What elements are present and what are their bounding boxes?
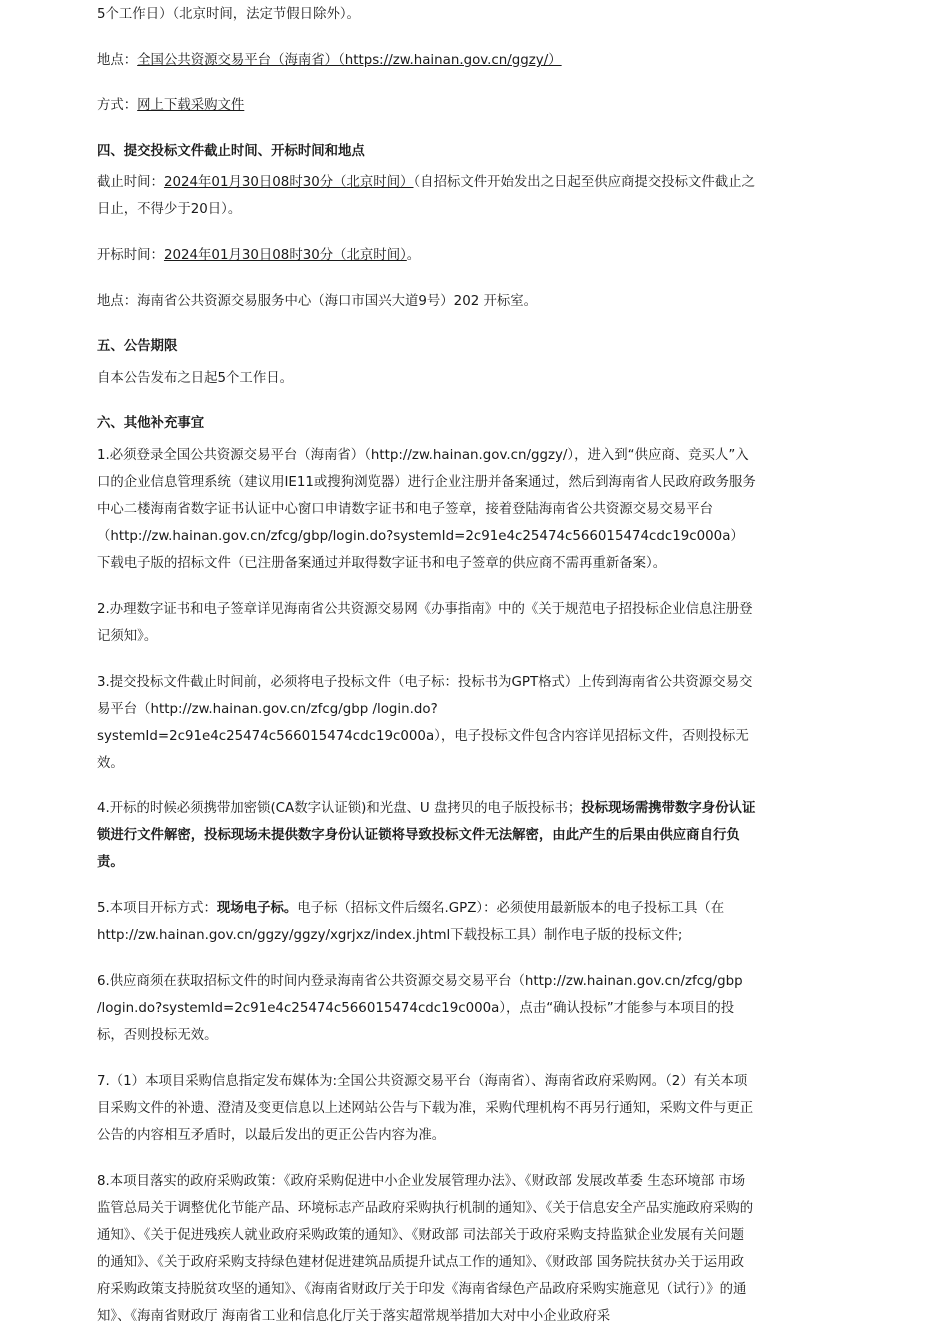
section6-heading: 六、其他补充事宜	[97, 416, 205, 431]
location-link[interactable]: 全国公共资源交易平台（海南省）（https://zw.hainan.gov.cn/ggzy/）	[137, 53, 562, 68]
open-time-value: 2024年01月30日08时30分（北京时间）	[163, 248, 407, 263]
supplement-item-2: 2.办理数字证书和电子签章详见海南省公共资源交易网《办事指南》中的《关于规范电子招投标企业信息注册登记须知》。	[97, 602, 753, 644]
open-place-line: 地点：海南省公共资源交易服务中心（海口市国兴大道9号）202 开标室。	[97, 294, 538, 309]
item4-bold-text: 投标现场需携带数字身份认证锁进行文件解密，投标现场未提供数字身份认证锁将导致投标文件无法解密，由此产生的后果由供应商自行负责。	[97, 801, 756, 870]
deadline-label: 截止时间：	[97, 175, 164, 190]
deadline-note: （自招标文件开始发出之日起至供应商提交投标文件截止之日止，不得少于20日）。	[97, 175, 755, 217]
open-time-line	[97, 242, 757, 269]
supplement-item-1: 1.必须登录全国公共资源交易平台（海南省）（http://zw.hainan.gov.cn/ggzy/），进入到“供应商、竞买人”入口的企业信息管理系统（建议用IE11或搜狗浏览器）进行企业注册并备案通过，然后到海南省人民政府政务服务中心二楼海南省数字证书认证中心窗口申请数字证书和电子签章，接着登陆海南省公共资源交易交易平台（http://zw.hainan.gov.cn/zfcg/gbp/login.do?systemId=2c91e4c25474c566015474cdc19c000a）下载电子版的招标文件（已注册备案通过并取得数字证书和电子签章的供应商不需再重新备案）。	[97, 448, 756, 571]
item5-bold: 现场电子标。	[216, 901, 298, 916]
item5-prefix: 5.本项目开标方式：	[97, 901, 217, 916]
location-label: 地点：	[97, 53, 138, 68]
open-time-suffix: 。	[406, 248, 421, 263]
supplement-item-3: 3.提交投标文件截止时间前，必须将电子投标文件（电子标：投标书为GPT格式）上传到海南省公共资源交易交易平台（http://zw.hainan.gov.cn/zfcg/gbp /login.do?systemId=2c91e4c25474c566015474cdc19c000a），电子投标文件包含内容详见招标文件，否则投标无效。	[97, 675, 753, 771]
open-time-label: 开标时间：	[97, 248, 164, 263]
deadline-value: 2024年01月30日08时30分（北京时间）	[163, 175, 414, 190]
supplement-item-7: 7.（1）本项目采购信息指定发布媒体为:全国公共资源交易平台（海南省）、海南省政府采购网。（2）有关本项目采购文件的补遗、澄清及变更信息以上述网站公告与下载为准，采购代理机构不再另行通知，采购文件与更正公告的内容相互矛盾时，以最后发出的更正公告内容为准。	[97, 1074, 754, 1143]
section4-heading: 四、提交投标文件截止时间、开标时间和地点	[97, 144, 365, 159]
section5-heading: 五、公告期限	[97, 339, 178, 354]
supplement-item-5	[97, 895, 757, 949]
item5-rest: 电子标（招标文件后缀名.GPZ）：必须使用最新版本的电子投标工具（在http://zw.hainan.gov.cn/ggzy/ggzy/xgrjxz/index.jhtml下载投标工具）制作电子版的投标文件;	[97, 901, 725, 943]
section5-text: 自本公告发布之日起5个工作日。	[97, 371, 293, 386]
deadline-paragraph	[97, 169, 757, 223]
location-line	[97, 47, 757, 74]
supplement-item-4	[97, 795, 757, 876]
method-link[interactable]: 网上下载采购文件	[137, 98, 245, 113]
intro-text: 5个工作日）（北京时间，法定节假日除外）。	[97, 7, 360, 22]
supplement-item-6: 6.供应商须在获取招标文件的时间内登录海南省公共资源交易交易平台（http://zw.hainan.gov.cn/zfcg/gbp /login.do?systemId=2c91e4c25474c566015474cdc19c000a），点击“确认投标”才能参与本项目的投标，否则投标无效。	[97, 974, 743, 1043]
supplement-item-8: 8.本项目落实的政府采购政策：《政府采购促进中小企业发展管理办法》、《财政部 发展改革委 生态环境部 市场监管总局关于调整优化节能产品、环境标志产品政府采购执行机制的通知》、《关于信息安全产品实施政府采购的通知》、《关于促进残疾人就业政府采购政策的通知》、《财政部 司法部关于政府采购支持监狱企业发展有关问题的通知》、《关于政府采购支持绿色建材促进建筑品质提升试点工作的通知》、《财政部 国务院扶贫办关于运用政府采购政策支持脱贫攻坚的通知》、《海南省财政厅关于印发《海南省绿色产品政府采购实施意见（试行）》的通知》、《海南省财政厅 海南省工业和信息化厅关于落实超常规举措加大对中小企业政府采	[97, 1174, 754, 1324]
method-line	[97, 92, 757, 119]
method-label: 方式：	[97, 98, 138, 113]
item4-normal-text: 4.开标的时候必须携带加密锁(CA数字认证锁)和光盘、U 盘拷贝的电子版投标书；	[97, 801, 582, 816]
